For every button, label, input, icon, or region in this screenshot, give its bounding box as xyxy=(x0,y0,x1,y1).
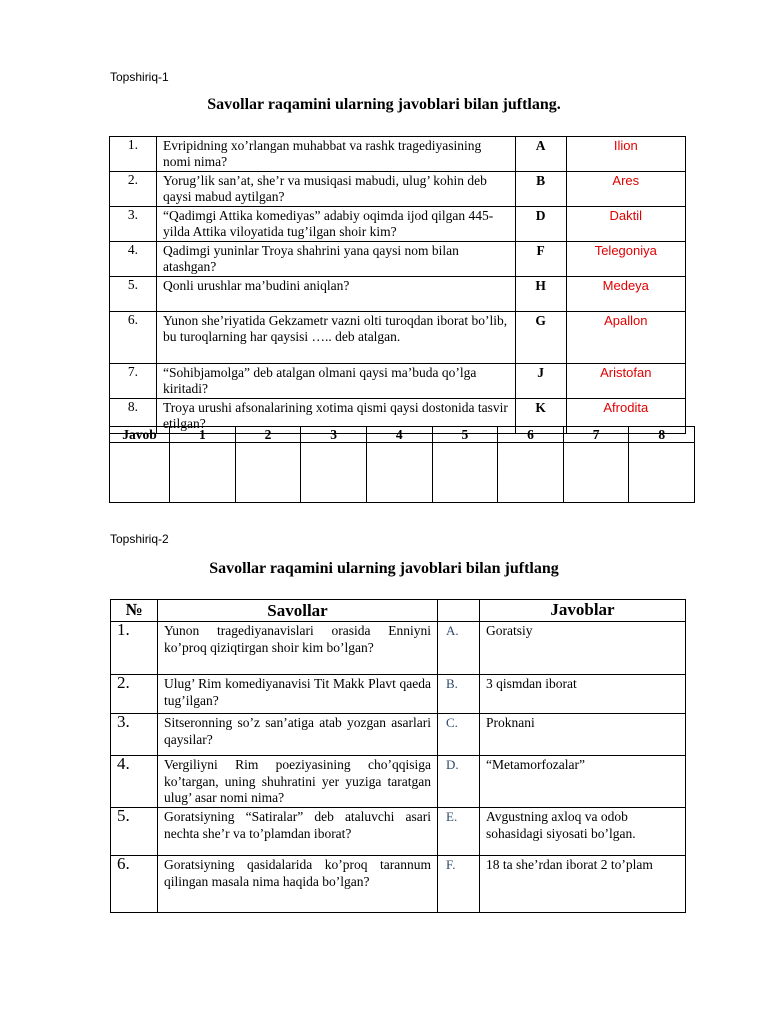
row-letter: J xyxy=(515,364,566,399)
task1-row xyxy=(110,312,686,364)
row-question: Ulug’ Rim komediyanavisi Tit Makk Plavt qaeda tug’ilgan? xyxy=(158,675,438,714)
task1-row xyxy=(110,207,686,242)
row-letter: D xyxy=(515,207,566,242)
row-question: “Qadimgi Attika komediyas” adabiy oqimda ijod qilgan 445-yilda Attika viloyatida tug’ilgan shoir kim? xyxy=(156,207,515,242)
row-answer: Medeya xyxy=(566,277,685,312)
answer-grid-header: 3 xyxy=(301,427,367,443)
answer-grid-cell[interactable] xyxy=(235,443,301,503)
row-question: Evripidning xo’rlangan muhabbat va rashk tragediyasining nomi nima? xyxy=(156,137,515,172)
answer-grid-cell[interactable] xyxy=(301,443,367,503)
row-number: 3. xyxy=(111,714,158,756)
row-answer: “Metamorfozalar” xyxy=(480,756,686,808)
answer-grid-header: 5 xyxy=(432,427,498,443)
answer-grid-cell[interactable] xyxy=(432,443,498,503)
row-answer: Telegoniya xyxy=(566,242,685,277)
answer-grid-header: 1 xyxy=(170,427,236,443)
answer-grid-header: 2 xyxy=(235,427,301,443)
task1-row xyxy=(110,137,686,172)
task1-table xyxy=(109,136,686,434)
answer-grid-label: Javob xyxy=(110,427,170,443)
row-letter: K xyxy=(515,399,566,434)
row-letter: A xyxy=(515,137,566,172)
task2-row xyxy=(111,675,686,714)
task2-row xyxy=(111,622,686,675)
row-question: “Sohibjamolga” deb atalgan olmani qaysi ma’buda qo’lga kiritadi? xyxy=(156,364,515,399)
row-number: 5. xyxy=(111,808,158,856)
task1-row xyxy=(110,277,686,312)
row-question: Sitseronning so’z san’atiga atab yozgan asarlari qaysilar? xyxy=(158,714,438,756)
row-number: 7. xyxy=(110,364,157,399)
answer-grid-cell-label[interactable] xyxy=(110,443,170,503)
row-answer: Proknani xyxy=(480,714,686,756)
answer-grid-header: 6 xyxy=(498,427,564,443)
row-number: 1. xyxy=(110,137,157,172)
row-answer: Afrodita xyxy=(566,399,685,434)
row-question: Qadimgi yuninlar Troya shahrini yana qaysi nom bilan atashgan? xyxy=(156,242,515,277)
task2-heading: Savollar raqamini ularning javoblari bilan juftlang xyxy=(209,560,559,577)
row-question: Troya urushi afsonalarining xotima qismi qaysi dostonida tasvir etilgan? xyxy=(156,399,515,434)
row-answer: Daktil xyxy=(566,207,685,242)
row-number: 2. xyxy=(111,675,158,714)
row-letter: C. xyxy=(438,714,480,756)
row-number: 4. xyxy=(111,756,158,808)
header-answers: Javoblar xyxy=(480,600,686,622)
row-question: Yorug’lik san’at, she’r va musiqasi mabudi, ulug’ kohin deb qaysi mabud aytilgan? xyxy=(156,172,515,207)
row-answer: Apallon xyxy=(566,312,685,364)
row-answer: Goratsiy xyxy=(480,622,686,675)
row-answer: Ilion xyxy=(566,137,685,172)
row-letter: B xyxy=(515,172,566,207)
task1-row xyxy=(110,364,686,399)
task1-label: Topshiriq-1 xyxy=(110,70,169,84)
answer-grid-header: 7 xyxy=(563,427,629,443)
row-question: Yunon she’riyatida Gekzametr vazni olti turoqdan iborat bo’lib, bu turoqlarning har qaysisi ….. deb atalgan. xyxy=(156,312,515,364)
row-question: Goratsiyning “Satiralar” deb ataluvchi asari nechta she’r va to’plamdan iborat? xyxy=(158,808,438,856)
row-number: 1. xyxy=(111,622,158,675)
row-letter: H xyxy=(515,277,566,312)
row-letter: D. xyxy=(438,756,480,808)
header-questions: Savollar xyxy=(158,600,438,622)
row-answer: 18 ta she’rdan iborat 2 to’plam xyxy=(480,856,686,913)
answer-grid-cell[interactable] xyxy=(170,443,236,503)
task1-row xyxy=(110,242,686,277)
task2-table xyxy=(110,599,686,913)
answer-grid-cell[interactable] xyxy=(498,443,564,503)
answer-grid-cell[interactable] xyxy=(366,443,432,503)
row-question: Qonli urushlar ma’budini aniqlan? xyxy=(156,277,515,312)
task1-row xyxy=(110,172,686,207)
row-number: 4. xyxy=(110,242,157,277)
row-number: 8. xyxy=(110,399,157,434)
row-letter: A. xyxy=(438,622,480,675)
row-letter: F xyxy=(515,242,566,277)
answer-grid-cell[interactable] xyxy=(563,443,629,503)
header-letter-blank xyxy=(438,600,480,622)
row-question: Yunon tragediyanavislari orasida Enniyni ko’proq qiziqtirgan shoir kim bo’lgan? xyxy=(158,622,438,675)
row-number: 3. xyxy=(110,207,157,242)
row-answer: Aristofan xyxy=(566,364,685,399)
row-letter: E. xyxy=(438,808,480,856)
task1-heading: Savollar raqamini ularning javoblari bilan juftlang. xyxy=(207,96,561,113)
task2-row xyxy=(111,808,686,856)
row-number: 6. xyxy=(111,856,158,913)
task2-row xyxy=(111,856,686,913)
row-question: Vergiliyni Rim poeziyasining cho’qqisiga ko’targan, uning shuhratini yer yuziga taratgan ulug’ asar nomi nima? xyxy=(158,756,438,808)
header-number: № xyxy=(111,600,158,622)
answer-grid-cell[interactable] xyxy=(629,443,695,503)
row-answer: Avgustning axloq va odob sohasidagi siyosati bo’lgan. xyxy=(480,808,686,856)
task2-label: Topshiriq-2 xyxy=(110,532,169,546)
row-number: 6. xyxy=(110,312,157,364)
task2-row xyxy=(111,756,686,808)
task1-answer-grid xyxy=(109,426,695,503)
row-letter: F. xyxy=(438,856,480,913)
row-number: 5. xyxy=(110,277,157,312)
row-letter: B. xyxy=(438,675,480,714)
answer-grid-header: 8 xyxy=(629,427,695,443)
task2-row xyxy=(111,714,686,756)
row-letter: G xyxy=(515,312,566,364)
row-question: Goratsiyning qasidalarida ko’proq tarannum qilingan masala nima haqida bo’lgan? xyxy=(158,856,438,913)
row-number: 2. xyxy=(110,172,157,207)
answer-grid-header: 4 xyxy=(366,427,432,443)
row-answer: 3 qismdan iborat xyxy=(480,675,686,714)
row-answer: Ares xyxy=(566,172,685,207)
